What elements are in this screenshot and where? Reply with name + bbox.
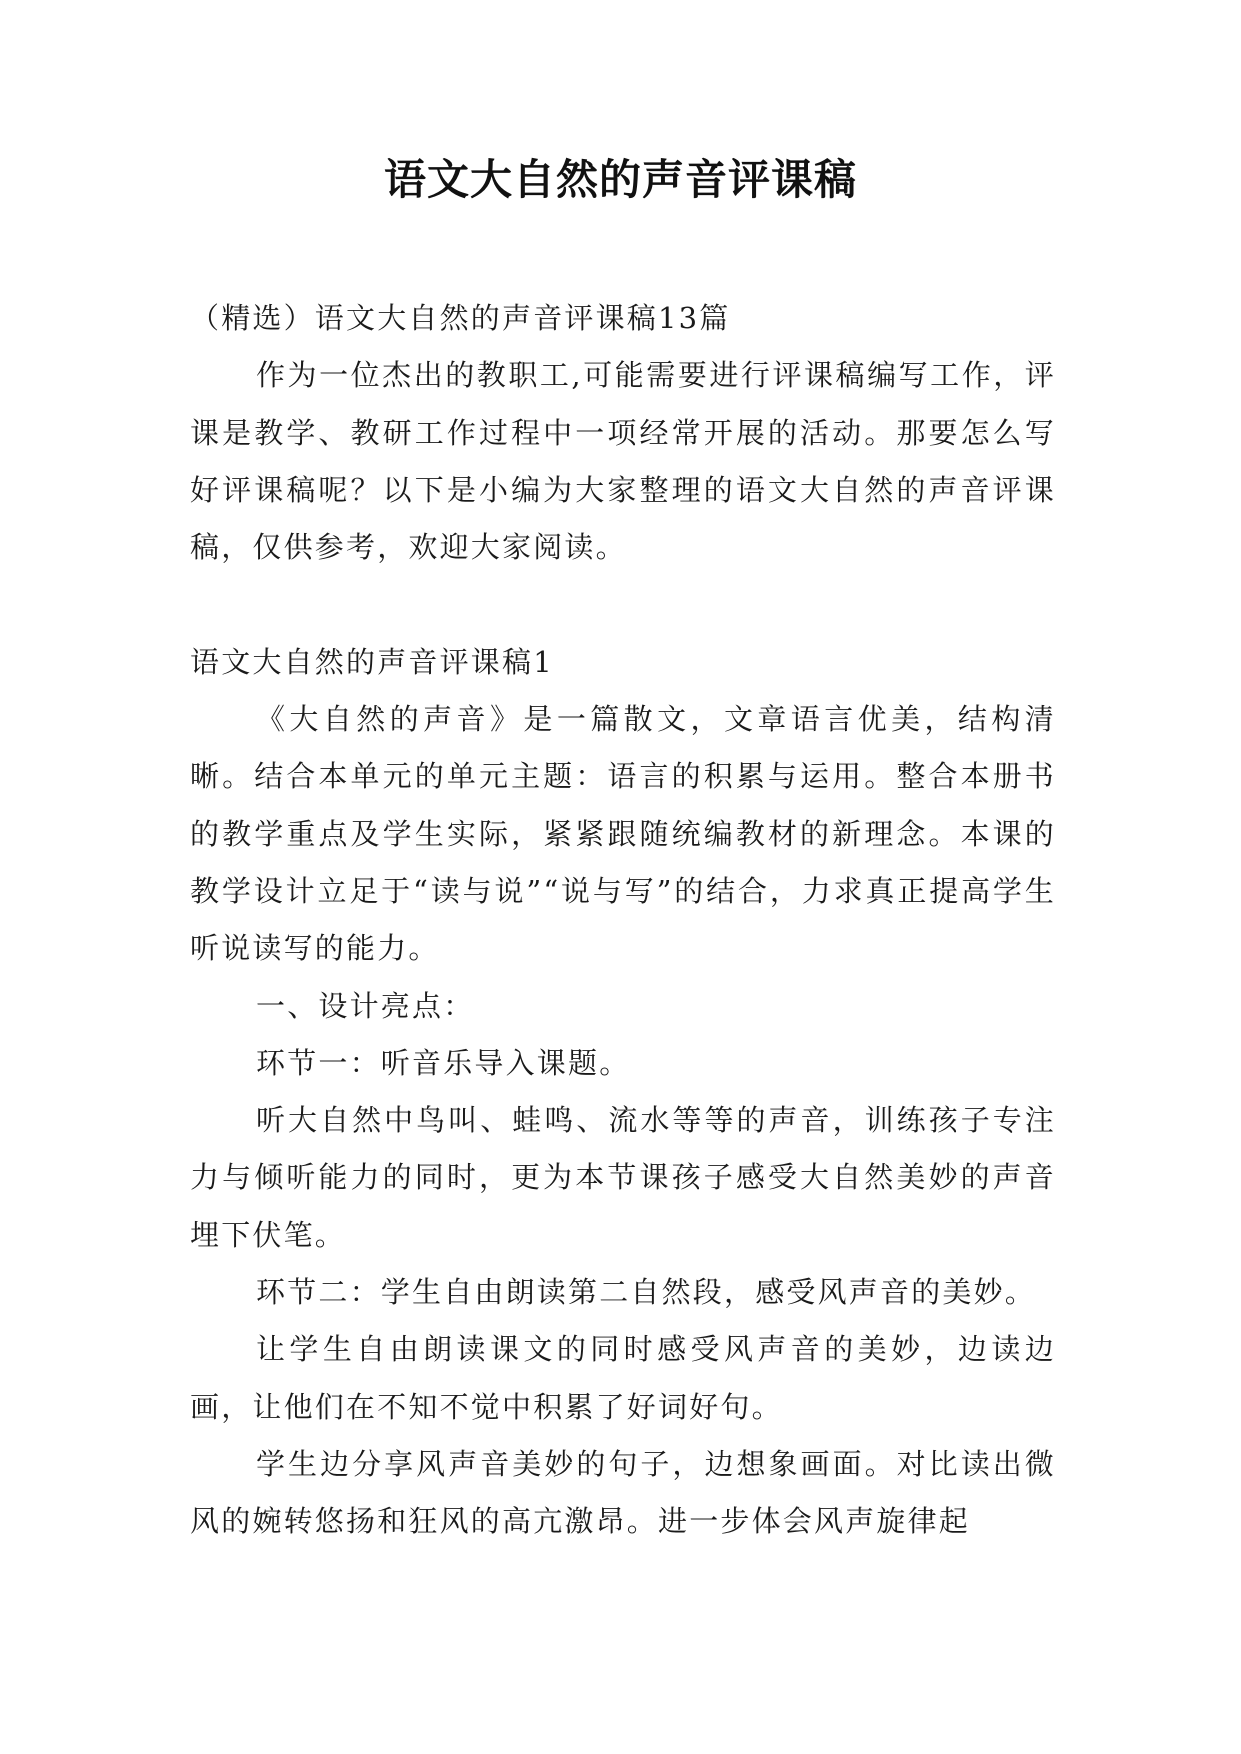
- body-paragraph: 《大自然的声音》是一篇散文，文章语言优美，结构清晰。结合本单元的单元主题：语言的积累与运用。整合本册书的教学重点及学生实际，紧紧跟随统编教材的新理念。本课的教学设计立足于“读与说”“说与写”的结合，力求真正提高学生听说读写的能力。: [190, 702, 1056, 966]
- body-paragraph: 一、设计亮点：: [256, 988, 475, 1023]
- intro-paragraph: 作为一位杰出的教职工,可能需要进行评课稿编写工作，评课是教学、教研工作过程中一项经常开展的活动。那要怎么写好评课稿呢？以下是小编为大家整理的语文大自然的声音评课稿，仅供参考，欢迎大家阅读。: [190, 358, 1056, 565]
- body-paragraph: 让学生自由朗读课文的同时感受风声音的美妙，边读边画，让他们在不知不觉中积累了好词好句。: [190, 1332, 1056, 1424]
- document-body: [190, 290, 1056, 1551]
- document-subtitle: （精选）语文大自然的声音评课稿13篇: [190, 301, 731, 335]
- body-paragraph: 环节二：学生自由朗读第二自然段，感受风声音的美妙。: [256, 1275, 1037, 1310]
- body-paragraph: 听大自然中鸟叫、蛙鸣、流水等等的声音，训练孩子专注力与倾听能力的同时，更为本节课孩子感受大自然美妙的声音埋下伏笔。: [190, 1103, 1056, 1252]
- body-paragraph: 学生边分享风声音美妙的句子，边想象画面。对比读出微风的婉转悠扬和狂风的高亢激昂。进一步体会风声旋律起: [190, 1446, 1056, 1539]
- body-paragraph: 环节一：听音乐导入课题。: [256, 1045, 631, 1080]
- section-heading: 语文大自然的声音评课稿1: [190, 644, 554, 679]
- document-title: 语文大自然的声音评课稿: [383, 155, 857, 204]
